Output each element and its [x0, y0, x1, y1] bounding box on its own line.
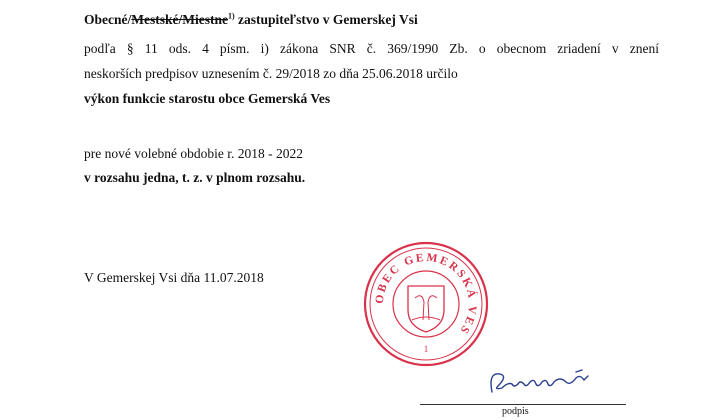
term-period-line: pre nové volebné obdobie r. 2018 - 2022	[84, 146, 303, 161]
stamp-center-ring	[393, 271, 459, 337]
place-date-line: V Gemerskej Vsi dňa 11.07.2018	[84, 270, 264, 285]
handwritten-signature	[480, 362, 610, 402]
footnote-reference: 1)	[227, 11, 235, 21]
signature-label: podpis	[502, 406, 529, 417]
scope-line: v rozsahu jedna, t. z. v plnom rozsahu.	[84, 170, 306, 185]
legal-basis-line-1: podľa § 11 ods. 4 písm. i) zákona SNR č. 369/1990 Zb. o obecnom zriadení v znení	[84, 41, 659, 56]
official-stamp	[362, 240, 490, 368]
heading-obecne: Obecné/	[84, 12, 132, 27]
heading-struck-options: Mestské/Miestne	[131, 12, 228, 27]
heading-council: zastupiteľstvo v Gemerskej Vsi	[234, 12, 418, 27]
signature-line	[420, 404, 626, 405]
legal-basis-line-2: neskorších predpisov uznesením č. 29/2018 zo dňa 25.06.2018 určilo	[84, 66, 458, 81]
coat-of-arms-icon	[408, 286, 444, 332]
stamp-number: 1	[423, 344, 429, 354]
decision-line: výkon funkcie starostu obce Gemerská Ves	[84, 91, 331, 106]
stamp-arc-text: OBEC GEMERSKÁ VES	[373, 251, 479, 338]
council-heading	[84, 12, 418, 28]
